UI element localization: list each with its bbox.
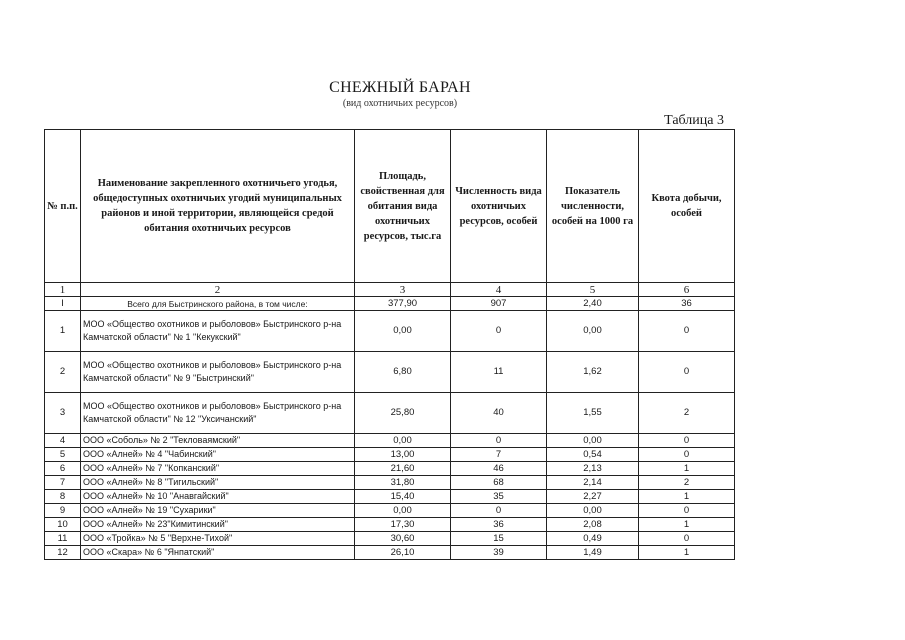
cell-name: ООО «Алней» № 10 "Анавгайский" [81, 490, 355, 504]
cell-area: 0,00 [355, 434, 451, 448]
cell-quota: 36 [639, 297, 735, 311]
table-row [45, 462, 735, 476]
table-row [45, 532, 735, 546]
cell-name: Всего для Быстринского района, в том числе: [81, 297, 355, 311]
cell-quota: 2 [639, 393, 735, 434]
table-row [45, 518, 735, 532]
cell-number: 10 [45, 518, 81, 532]
cell-area: 17,30 [355, 518, 451, 532]
header-density: Показатель численности, особей на 1000 га [547, 130, 639, 283]
cell-name: ООО «Тройка» № 5 "Верхне-Тихой" [81, 532, 355, 546]
cell-area: 30,60 [355, 532, 451, 546]
cell-number: 2 [45, 352, 81, 393]
cell-count: 35 [451, 490, 547, 504]
column-number: 5 [547, 283, 639, 297]
cell-quota: 0 [639, 532, 735, 546]
cell-name: ООО «Алней» № 4 "Чабинский" [81, 448, 355, 462]
cell-name: ООО «Соболь» № 2 "Текловаямский" [81, 434, 355, 448]
table-row [45, 352, 735, 393]
cell-density: 0,00 [547, 311, 639, 352]
cell-count: 11 [451, 352, 547, 393]
cell-quota: 0 [639, 448, 735, 462]
table-label: Таблица 3 [664, 113, 724, 128]
document-title: СНЕЖНЫЙ БАРАН [329, 79, 471, 96]
cell-area: 26,10 [355, 546, 451, 560]
table-row [45, 311, 735, 352]
cell-density: 1,55 [547, 393, 639, 434]
header-area: Площадь, свойственная для обитания вида охотничьих ресурсов, тыс.га [355, 130, 451, 283]
table-row [45, 448, 735, 462]
table-row [45, 393, 735, 434]
column-number: 6 [639, 283, 735, 297]
column-number: 2 [81, 283, 355, 297]
column-number: 1 [45, 283, 81, 297]
cell-number: 9 [45, 504, 81, 518]
cell-quota: 2 [639, 476, 735, 490]
cell-area: 25,80 [355, 393, 451, 434]
header-row [45, 130, 735, 283]
cell-area: 0,00 [355, 311, 451, 352]
column-number: 3 [355, 283, 451, 297]
cell-density: 2,27 [547, 490, 639, 504]
cell-number: 7 [45, 476, 81, 490]
cell-density: 2,13 [547, 462, 639, 476]
cell-name: ООО «Алней» № 8 "Тигильский" [81, 476, 355, 490]
cell-density: 0,49 [547, 532, 639, 546]
cell-density: 1,62 [547, 352, 639, 393]
cell-count: 46 [451, 462, 547, 476]
table-row [45, 476, 735, 490]
cell-number: 6 [45, 462, 81, 476]
cell-number: 4 [45, 434, 81, 448]
cell-count: 0 [451, 434, 547, 448]
cell-density: 1,49 [547, 546, 639, 560]
table-total-row [45, 297, 735, 311]
cell-area: 377,90 [355, 297, 451, 311]
header-quota: Квота добычи, особей [639, 130, 735, 283]
cell-number: I [45, 297, 81, 311]
table-row [45, 546, 735, 560]
cell-quota: 0 [639, 504, 735, 518]
column-number-row [45, 283, 735, 297]
cell-count: 7 [451, 448, 547, 462]
header-name: Наименование закрепленного охотничьего угодья, общедоступных охотничьих угодий муниципальных районов и иной территории, являющейся средой обитания охотничьих ресурсов [81, 130, 355, 283]
cell-number: 8 [45, 490, 81, 504]
cell-count: 39 [451, 546, 547, 560]
cell-area: 6,80 [355, 352, 451, 393]
document-subtitle: (вид охотничьих ресурсов) [342, 98, 458, 109]
cell-name: МОО «Общество охотников и рыболовов» Быстринского р-на Камчатской области" № 12 "Уксичанский" [81, 393, 355, 434]
cell-area: 31,80 [355, 476, 451, 490]
cell-quota: 0 [639, 311, 735, 352]
cell-name: ООО «Алней» № 23"Кимитинский" [81, 518, 355, 532]
cell-count: 0 [451, 504, 547, 518]
cell-number: 11 [45, 532, 81, 546]
cell-area: 13,00 [355, 448, 451, 462]
table-row [45, 434, 735, 448]
cell-density: 2,14 [547, 476, 639, 490]
cell-name: МОО «Общество охотников и рыболовов» Быстринского р-на Камчатской области" № 1 "Кекукский" [81, 311, 355, 352]
cell-count: 15 [451, 532, 547, 546]
cell-quota: 0 [639, 434, 735, 448]
cell-count: 40 [451, 393, 547, 434]
cell-count: 907 [451, 297, 547, 311]
cell-number: 1 [45, 311, 81, 352]
cell-quota: 1 [639, 518, 735, 532]
cell-name: МОО «Общество охотников и рыболовов» Быстринского р-на Камчатской области" № 9 "Быстринский" [81, 352, 355, 393]
cell-density: 0,00 [547, 434, 639, 448]
cell-quota: 1 [639, 490, 735, 504]
header-number: № п.п. [45, 130, 81, 283]
cell-count: 36 [451, 518, 547, 532]
cell-area: 0,00 [355, 504, 451, 518]
cell-count: 0 [451, 311, 547, 352]
cell-quota: 0 [639, 352, 735, 393]
cell-quota: 1 [639, 462, 735, 476]
cell-quota: 1 [639, 546, 735, 560]
data-table [44, 129, 735, 560]
cell-density: 0,00 [547, 504, 639, 518]
cell-area: 15,40 [355, 490, 451, 504]
cell-name: ООО «Алней» № 19 "Сухарики" [81, 504, 355, 518]
column-number: 4 [451, 283, 547, 297]
cell-number: 5 [45, 448, 81, 462]
cell-area: 21,60 [355, 462, 451, 476]
table-row [45, 504, 735, 518]
cell-density: 2,08 [547, 518, 639, 532]
cell-density: 2,40 [547, 297, 639, 311]
cell-count: 68 [451, 476, 547, 490]
header-count: Численность вида охотничьих ресурсов, особей [451, 130, 547, 283]
cell-name: ООО «Алней» № 7 "Копканский" [81, 462, 355, 476]
cell-name: ООО «Скара» № 6 "Янпатский" [81, 546, 355, 560]
cell-number: 12 [45, 546, 81, 560]
table-row [45, 490, 735, 504]
cell-number: 3 [45, 393, 81, 434]
cell-density: 0,54 [547, 448, 639, 462]
